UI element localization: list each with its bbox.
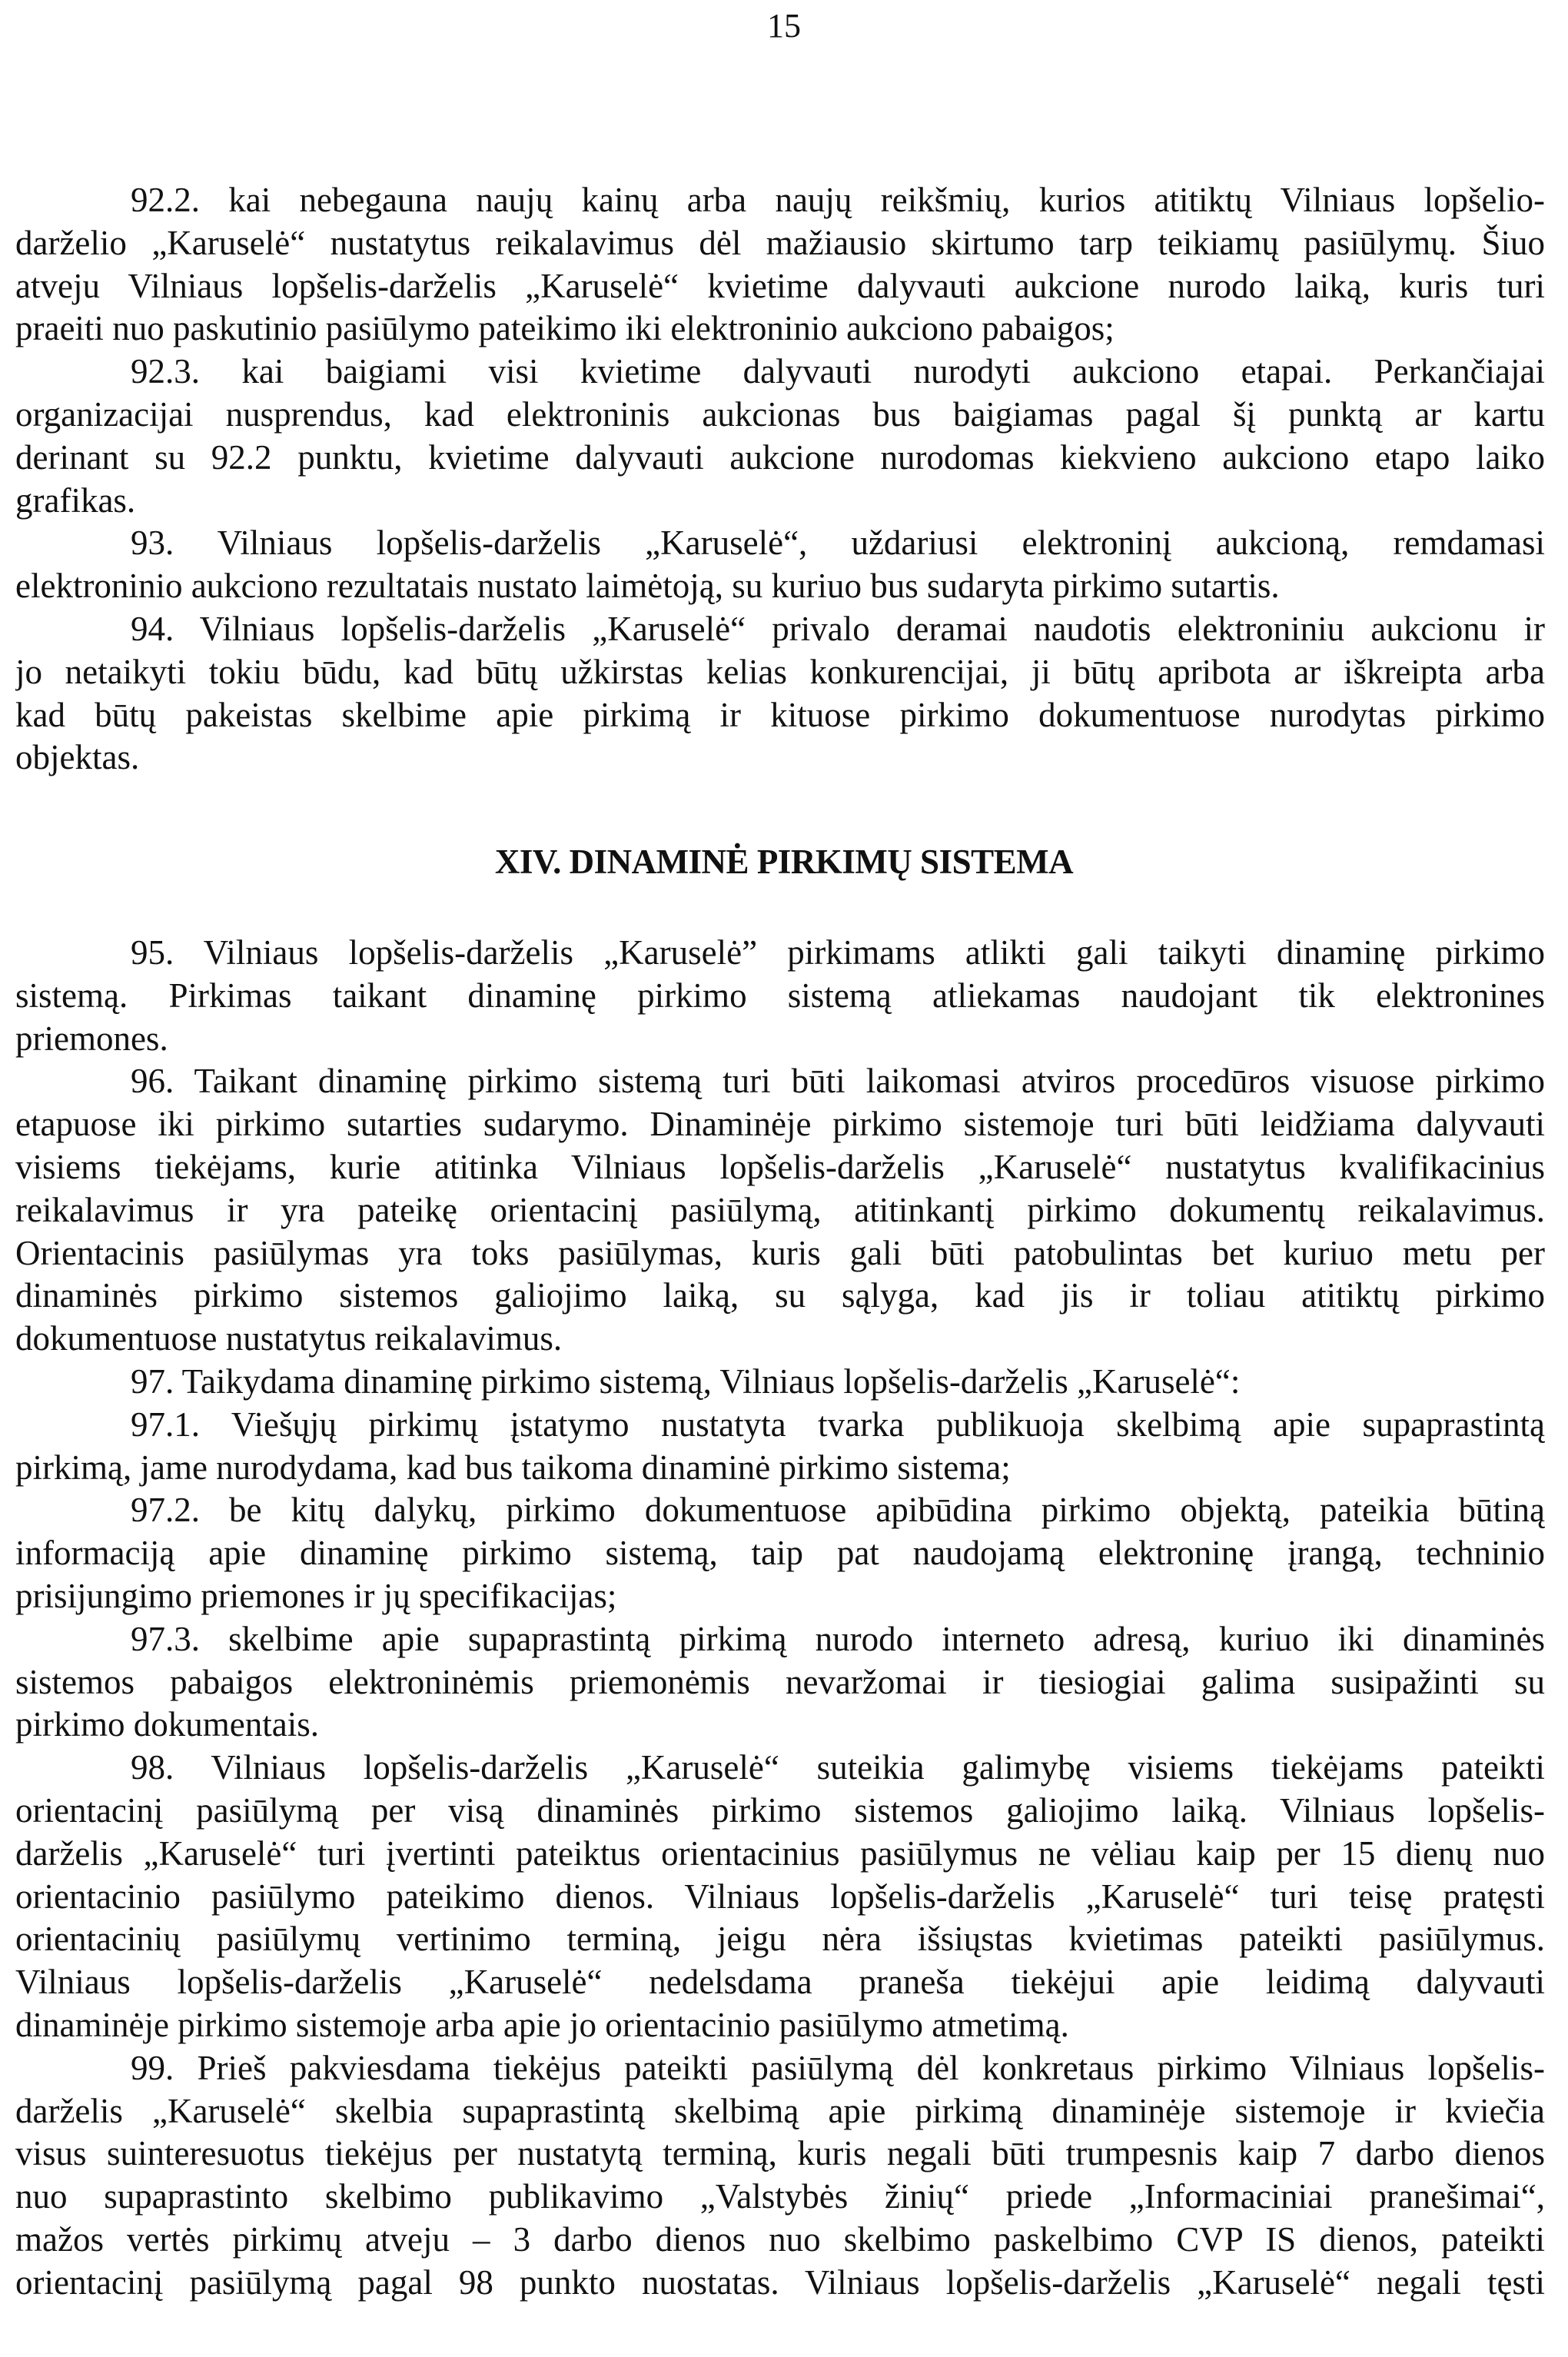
paragraph-98 — [15, 1747, 1545, 2047]
text-line: organizacijai nusprendus, kad elektroninis aukcionas bus baigiamas pagal šį punktą ar kartu — [15, 394, 1545, 434]
text-line: objektas. — [15, 738, 140, 777]
text-line: sistemą. Pirkimas taikant dinaminę pirkimo sistemą atliekamas naudojant tik elektronines — [15, 976, 1545, 1015]
text-line: visus suinteresuotus tiekėjus per nustatytą terminą, kuris negali būti trumpesnis kaip 7 darbo dienos — [15, 2134, 1545, 2173]
text-line: jo netaikyti tokiu būdu, kad būtų užkirstas kelias konkurencijai, ji būtų apribota ar iškreipta arba — [15, 652, 1545, 691]
text-line: 93. Vilniaus lopšelis-darželis „Karuselė“, uždariusi elektroninį aukcioną, remdamasi — [131, 524, 1545, 563]
paragraph-97-3 — [15, 1618, 1545, 1747]
text-line: 98. Vilniaus lopšelis-darželis „Karuselė“ suteikia galimybę visiems tiekėjams pateikti — [131, 1748, 1545, 1787]
text-line: 97.2. be kitų dalykų, pirkimo dokumentuose apibūdina pirkimo objektą, pateikia būtiną — [131, 1491, 1545, 1530]
text-line: 94. Vilniaus lopšelis-darželis „Karuselė“ privalo deramai naudotis elektroniniu aukcionu ir — [131, 609, 1545, 648]
text-line: 92.2. kai nebegauna naujų kainų arba naujų reikšmių, kurios atitiktų Vilniaus lopšelio- — [131, 181, 1545, 219]
text-line: visiems tiekėjams, kurie atitinka Vilniaus lopšelis-darželis „Karuselė“ nustatytus kvalifikacinius — [15, 1147, 1545, 1186]
text-line: elektroninio aukciono rezultatais nustato laimėtoją, su kuriuo bus sudaryta pirkimo sutartis. — [15, 567, 1280, 606]
paragraph-94 — [15, 608, 1545, 780]
text-line: darželio „Karuselė“ nustatytus reikalavimus dėl mažiausio skirtumo tarp teikiamų pasiūlymų. Šiuo — [15, 223, 1545, 262]
text-line: informaciją apie dinaminę pirkimo sistemą, taip pat naudojamą elektroninę įrangą, techninio — [15, 1534, 1545, 1573]
text-line: priemones. — [15, 1019, 168, 1058]
section-xiii-continuation — [15, 179, 1545, 780]
text-line: 97.1. Viešųjų pirkimų įstatymo nustatyta tvarka publikuoja skelbimą apie supaprastintą — [131, 1405, 1545, 1444]
paragraph-93 — [15, 522, 1545, 608]
text-line: reikalavimus ir yra pateikę orientacinį pasiūlymą, atitinkantį pirkimo dokumentų reikalavimus. — [15, 1190, 1545, 1229]
text-line: 97.3. skelbime apie supaprastintą pirkimą nurodo interneto adresą, kuriuo iki dinaminės — [131, 1619, 1545, 1658]
text-line: 95. Vilniaus lopšelis-darželis „Karuselė” pirkimams atlikti gali taikyti dinaminę pirkimo — [131, 933, 1545, 972]
paragraph-97-2 — [15, 1489, 1545, 1617]
section-heading: XIV. DINAMINĖ PIRKIMŲ SISTEMA — [494, 843, 1074, 881]
text-line: 99. Prieš pakviesdama tiekėjus pateikti pasiūlymą dėl konkretaus pirkimo Vilniaus lopšelis- — [131, 2048, 1545, 2087]
text-line: 92.3. kai baigiami visi kvietime dalyvauti nurodyti aukciono etapai. Perkančiajai — [131, 352, 1545, 391]
text-line: derinant su 92.2 punktu, kvietime dalyvauti aukcione nurodomas kiekvieno aukciono etapo laiko — [15, 437, 1545, 477]
section-xiv-body — [15, 932, 1545, 2305]
text-line: kad būtų pakeistas skelbime apie pirkimą ir kituose pirkimo dokumentuose nurodytas pirkimo — [15, 695, 1545, 734]
paragraph-97-1 — [15, 1404, 1545, 1490]
page-number: 15 — [767, 7, 801, 45]
text-line: orientacinio pasiūlymo pateikimo dienos. Vilniaus lopšelis-darželis „Karuselė“ turi teisę pratęsti — [15, 1877, 1545, 1916]
text-line: sistemos pabaigos elektroninėmis priemonėmis nevaržomai ir tiesiogiai galima susipažinti su — [15, 1662, 1545, 1701]
paragraph-92-2 — [15, 179, 1545, 351]
text-line: dokumentuose nustatytus reikalavimus. — [15, 1319, 563, 1358]
text-line: orientacinį pasiūlymą per visą dinaminės pirkimo sistemos galiojimo laiką. Vilniaus lopšelis- — [15, 1790, 1545, 1830]
paragraph-97 — [15, 1361, 1545, 1404]
paragraph-99 — [15, 2047, 1545, 2305]
text-line: darželis „Karuselė“ turi įvertinti pateiktus orientacinius pasiūlymus ne vėliau kaip per 15 dienų nuo — [15, 1833, 1545, 1873]
text-line: 96. Taikant dinaminę pirkimo sistemą turi būti laikomasi atviros procedūros visuose pirkimo — [131, 1062, 1545, 1101]
text-line: praeiti nuo paskutinio pasiūlymo pateikimo iki elektroninio aukciono pabaigos; — [15, 309, 1115, 348]
text-line: pirkimo dokumentais. — [15, 1705, 319, 1744]
text-line: orientacinių pasiūlymų vertinimo terminą, jeigu nėra išsiųstas kvietimas pateikti pasiūlymus. — [15, 1920, 1545, 1959]
text-line: Orientacinis pasiūlymas yra toks pasiūlymas, kuris gali būti patobulintas bet kuriuo metu per — [15, 1233, 1545, 1272]
text-line: dinaminės pirkimo sistemos galiojimo laiką, su sąlyga, kad jis ir toliau atitiktų pirkimo — [15, 1276, 1545, 1315]
paragraph-96 — [15, 1060, 1545, 1361]
paragraph-95 — [15, 932, 1545, 1060]
paragraph-92-3 — [15, 351, 1545, 522]
text-line: mažos vertės pirkimų atveju – 3 darbo dienos nuo skelbimo paskelbimo CVP IS dienos, pateikti — [15, 2219, 1545, 2259]
text-line: orientacinį pasiūlymą pagal 98 punkto nuostatas. Vilniaus lopšelis-darželis „Karuselė“ negali tęsti — [15, 2262, 1545, 2302]
text-line: grafikas. — [15, 480, 136, 520]
text-line: prisijungimo priemones ir jų specifikacijas; — [15, 1576, 617, 1615]
text-line: pirkimą, jame nurodydama, kad bus taikoma dinaminė pirkimo sistema; — [15, 1448, 1011, 1487]
text-line: etapuose iki pirkimo sutarties sudarymo. Dinaminėje pirkimo sistemoje turi būti leidžiama dalyvauti — [15, 1105, 1545, 1144]
text-line: nuo supaprastinto skelbimo publikavimo „Valstybės žinių“ priede „Informaciniai pranešimai“, — [15, 2177, 1545, 2216]
text-line: atveju Vilniaus lopšelis-darželis „Karuselė“ kvietime dalyvauti aukcione nurodo laiką, kuris turi — [15, 266, 1545, 305]
text-line: 97. Taikydama dinaminę pirkimo sistemą, Vilniaus lopšelis-darželis „Karuselė“: — [131, 1361, 1241, 1401]
text-line: darželis „Karuselė“ skelbia supaprastintą skelbimą apie pirkimą dinaminėje sistemoje ir kviečia — [15, 2091, 1545, 2130]
text-line: dinaminėje pirkimo sistemoje arba apie jo orientacinio pasiūlymo atmetimą. — [15, 2005, 1069, 2044]
text-line: Vilniaus lopšelis-darželis „Karuselė“ nedelsdama praneša tiekėjui apie leidimą dalyvauti — [15, 1963, 1545, 2002]
